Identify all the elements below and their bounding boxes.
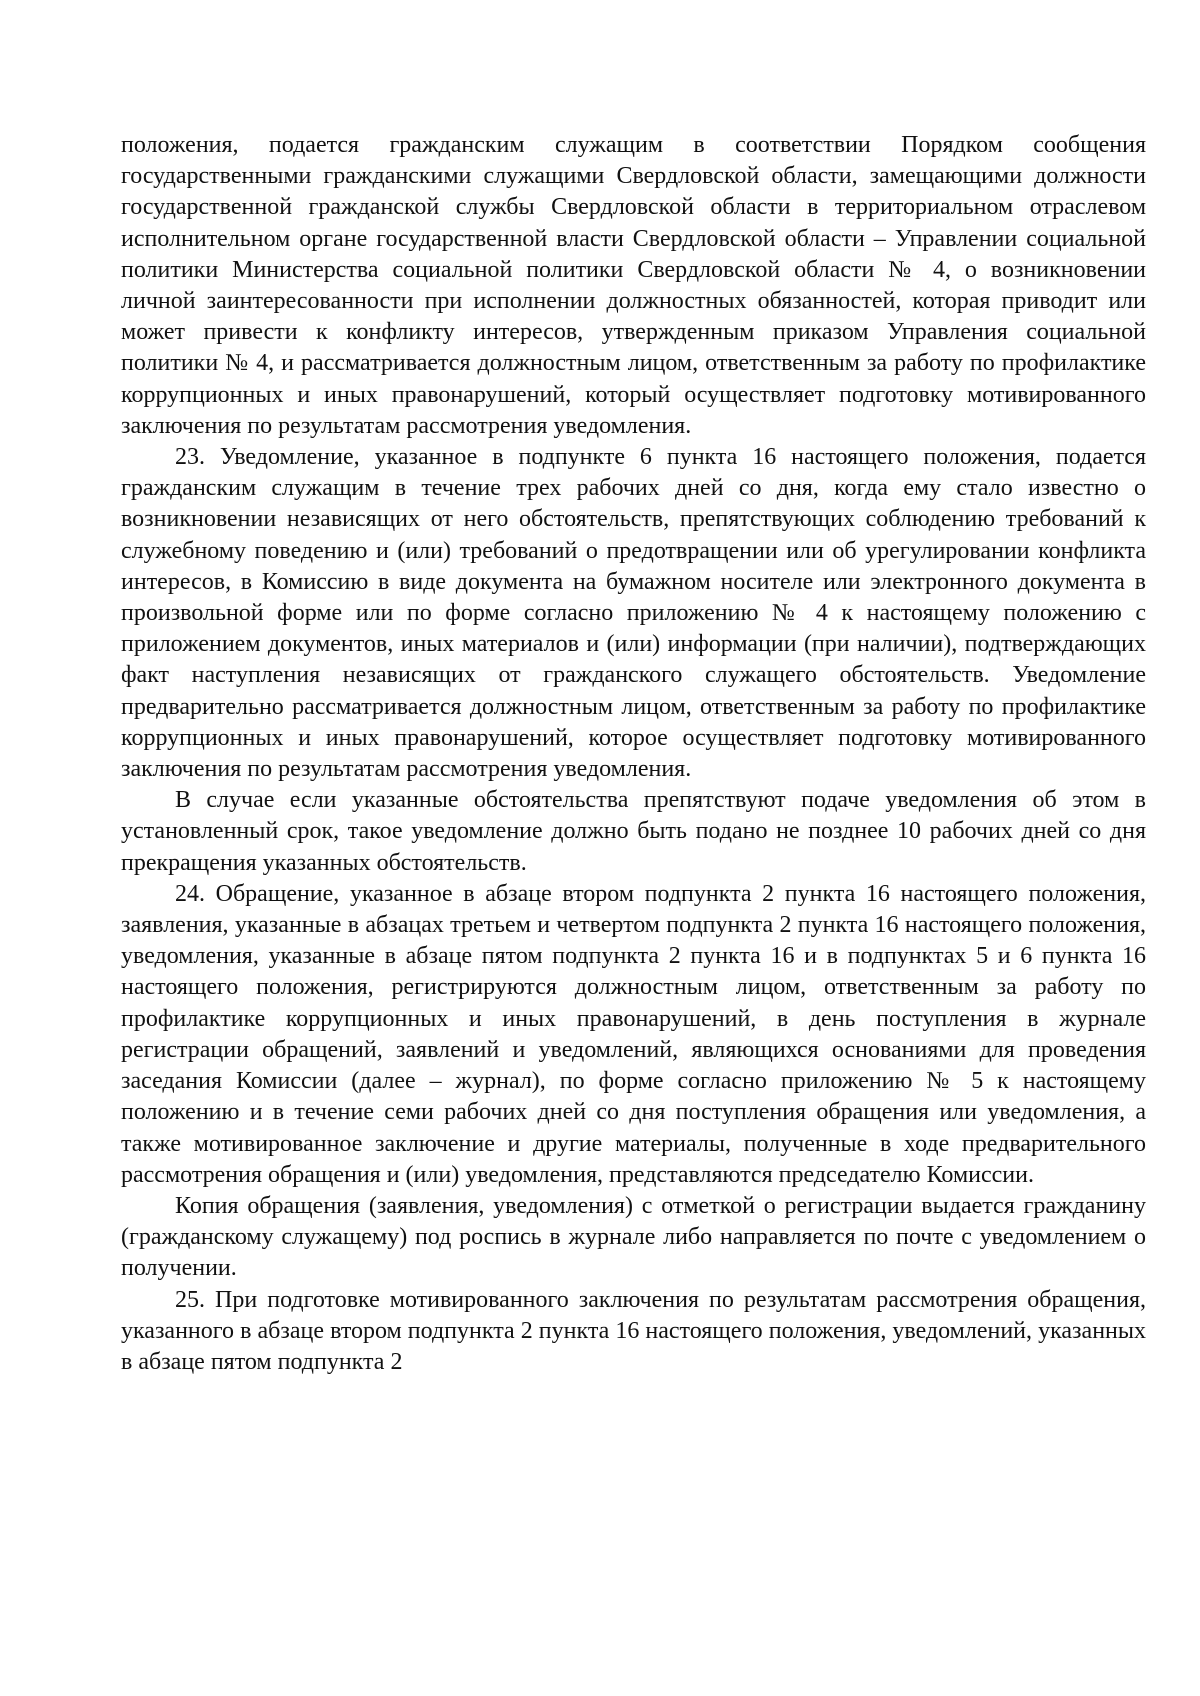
document-body bbox=[121, 130, 1146, 1378]
paragraph-continuation-22: положения, подается гражданским служащим в соответствии Порядком сообщения государственными гражданскими служащими Свердловской области, замещающими должности государственной гражданской службы Свердловской области в территориальном отраслевом исполнительном органе государственной власти Свердловской области – Управлении социальной политики Министерства социальной политики Свердловской области № 4, о возникновении личной заинтересованности при исполнении должностных обязанностей, которая приводит или может привести к конфликту интересов, утвержденным приказом Управления социальной политики № 4, и рассматривается должностным лицом, ответственным за работу по профилактике коррупционных и иных правонарушений, который осуществляет подготовку мотивированного заключения по результатам рассмотрения уведомления. bbox=[121, 132, 1146, 439]
paragraph-24-copy: Копия обращения (заявления, уведомления) с отметкой о регистрации выдается гражданину (гражданскому служащему) под роспись в журнале либо направляется по почте с уведомлением о получении. bbox=[121, 1192, 1146, 1282]
paragraph-24: 24. Обращение, указанное в абзаце втором подпункта 2 пункта 16 настоящего положения, заявления, указанные в абзацах третьем и четвертом подпункта 2 пункта 16 настоящего положения, уведомления, указанные в абзаце пятом подпункта 2 пункта 16 и в подпунктах 5 и 6 пункта 16 настоящего положения, регистрируются должностным лицом, ответственным за работу по профилактике коррупционных и иных правонарушений, в день поступления в журнале регистрации обращений, заявлений и уведомлений, являющихся основаниями для проведения заседания Комиссии (далее – журнал), по форме согласно приложению № 5 к настоящему положению и в течение семи рабочих дней со дня поступления обращения или уведомления, а также мотивированное заключение и другие материалы, полученные в ходе предварительного рассмотрения обращения и (или) уведомления, представляются председателю Комиссии. bbox=[121, 880, 1146, 1188]
paragraph-23: 23. Уведомление, указанное в подпункте 6 пункта 16 настоящего положения, подается гражданским служащим в течение трех рабочих дней со дня, когда ему стало известно о возникновении независящих от него обстоятельств, препятствующих соблюдению требований к служебному поведению и (или) требований о предотвращении или об урегулировании конфликта интересов, в Комиссию в виде документа на бумажном носителе или электронного документа в произвольной форме или по форме согласно приложению № 4 к настоящему положению с приложением документов, иных материалов и (или) информации (при наличии), подтверждающих факт наступления независящих от гражданского служащего обстоятельств. Уведомление предварительно рассматривается должностным лицом, ответственным за работу по профилактике коррупционных и иных правонарушений, которое осуществляет подготовку мотивированного заключения по результатам рассмотрения уведомления. bbox=[121, 444, 1146, 783]
paragraph-25: 25. При подготовке мотивированного заключения по результатам рассмотрения обращения, указанного в абзаце втором подпункта 2 пункта 16 настоящего положения, уведомлений, указанных в абзаце пятом подпункта 2 bbox=[121, 1286, 1146, 1375]
paragraph-23-note: В случае если указанные обстоятельства препятствуют подаче уведомления об этом в установленный срок, такое уведомление должно быть подано не позднее 10 рабочих дней со дня прекращения указанных обстоятельств. bbox=[121, 787, 1146, 876]
